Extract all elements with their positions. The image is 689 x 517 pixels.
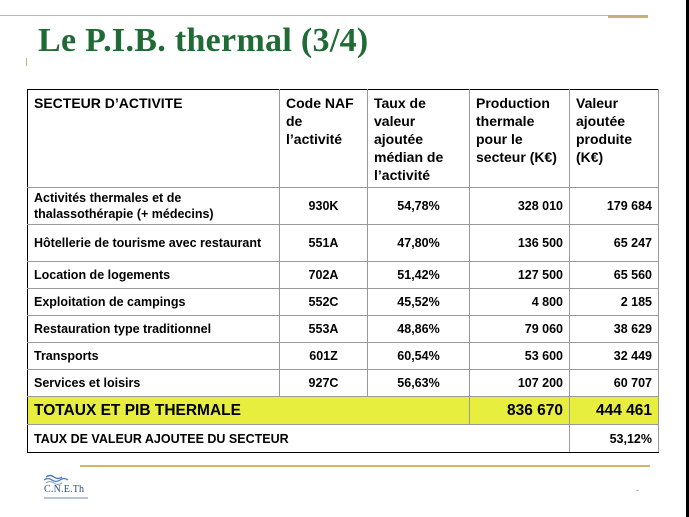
cell-valeur: 60 707 xyxy=(570,370,659,397)
top-divider xyxy=(0,15,648,16)
header-secteur: SECTEUR D’ACTIVITE xyxy=(28,90,280,188)
cell-code: 702A xyxy=(280,262,368,289)
cell-taux: 56,63% xyxy=(368,370,470,397)
table-row xyxy=(28,225,659,262)
cell-production: 136 500 xyxy=(470,225,570,262)
cell-code: 927C xyxy=(280,370,368,397)
cell-taux: 48,86% xyxy=(368,316,470,343)
cell-code: 930K xyxy=(280,188,368,225)
cell-secteur: Transports xyxy=(28,343,280,370)
top-accent-bar xyxy=(608,15,648,18)
cell-code: 551A xyxy=(280,225,368,262)
taux-secteur-value: 53,12% xyxy=(570,425,659,453)
title-accent-mark xyxy=(26,58,27,66)
taux-secteur-row xyxy=(28,425,659,453)
cell-secteur: Location de logements xyxy=(28,262,280,289)
taux-secteur-label: TAUX DE VALEUR AJOUTEE DU SECTEUR xyxy=(28,425,570,453)
table-row xyxy=(28,370,659,397)
pib-table xyxy=(27,89,659,453)
cell-production: 53 600 xyxy=(470,343,570,370)
header-valeur: Valeur ajoutée produite (K€) xyxy=(570,90,659,188)
table-header-row xyxy=(28,90,659,188)
logo-tagline-bar xyxy=(44,497,88,499)
cell-taux: 51,42% xyxy=(368,262,470,289)
bottom-divider xyxy=(80,465,650,467)
cell-production: 127 500 xyxy=(470,262,570,289)
cell-code: 553A xyxy=(280,316,368,343)
cell-taux: 45,52% xyxy=(368,289,470,316)
header-production: Production thermale pour le secteur (K€) xyxy=(470,90,570,188)
cell-code: 552C xyxy=(280,289,368,316)
header-taux: Taux de valeur ajoutée médian de l’activité xyxy=(368,90,470,188)
table-row xyxy=(28,188,659,225)
page-mark: - xyxy=(636,485,639,495)
total-row xyxy=(28,397,659,425)
cell-secteur: Restauration type traditionnel xyxy=(28,316,280,343)
total-production: 836 670 xyxy=(470,397,570,425)
cell-taux: 47,80% xyxy=(368,225,470,262)
logo-text: C.N.E.Th xyxy=(44,484,85,495)
table-row xyxy=(28,262,659,289)
cell-valeur: 32 449 xyxy=(570,343,659,370)
cell-taux: 54,78% xyxy=(368,188,470,225)
slide-title: Le P.I.B. thermal (3/4) xyxy=(38,22,369,59)
cell-production: 79 060 xyxy=(470,316,570,343)
cell-valeur: 38 629 xyxy=(570,316,659,343)
table-row xyxy=(28,343,659,370)
table-row xyxy=(28,289,659,316)
cell-secteur: Services et loisirs xyxy=(28,370,280,397)
header-code-naf: Code NAF de l’activité xyxy=(280,90,368,188)
cell-secteur: Activités thermales et de thalassothérapie (+ médecins) xyxy=(28,188,280,225)
cell-valeur: 179 684 xyxy=(570,188,659,225)
cell-valeur: 2 185 xyxy=(570,289,659,316)
cell-production: 107 200 xyxy=(470,370,570,397)
total-valeur: 444 461 xyxy=(570,397,659,425)
cell-secteur: Exploitation de campings xyxy=(28,289,280,316)
cell-production: 4 800 xyxy=(470,289,570,316)
cell-taux: 60,54% xyxy=(368,343,470,370)
cell-valeur: 65 247 xyxy=(570,225,659,262)
table-row xyxy=(28,316,659,343)
cell-production: 328 010 xyxy=(470,188,570,225)
total-label: TOTAUX ET PIB THERMALE xyxy=(28,397,470,425)
cell-secteur: Hôtellerie de tourisme avec restaurant xyxy=(28,225,280,262)
cell-valeur: 65 560 xyxy=(570,262,659,289)
cell-code: 601Z xyxy=(280,343,368,370)
